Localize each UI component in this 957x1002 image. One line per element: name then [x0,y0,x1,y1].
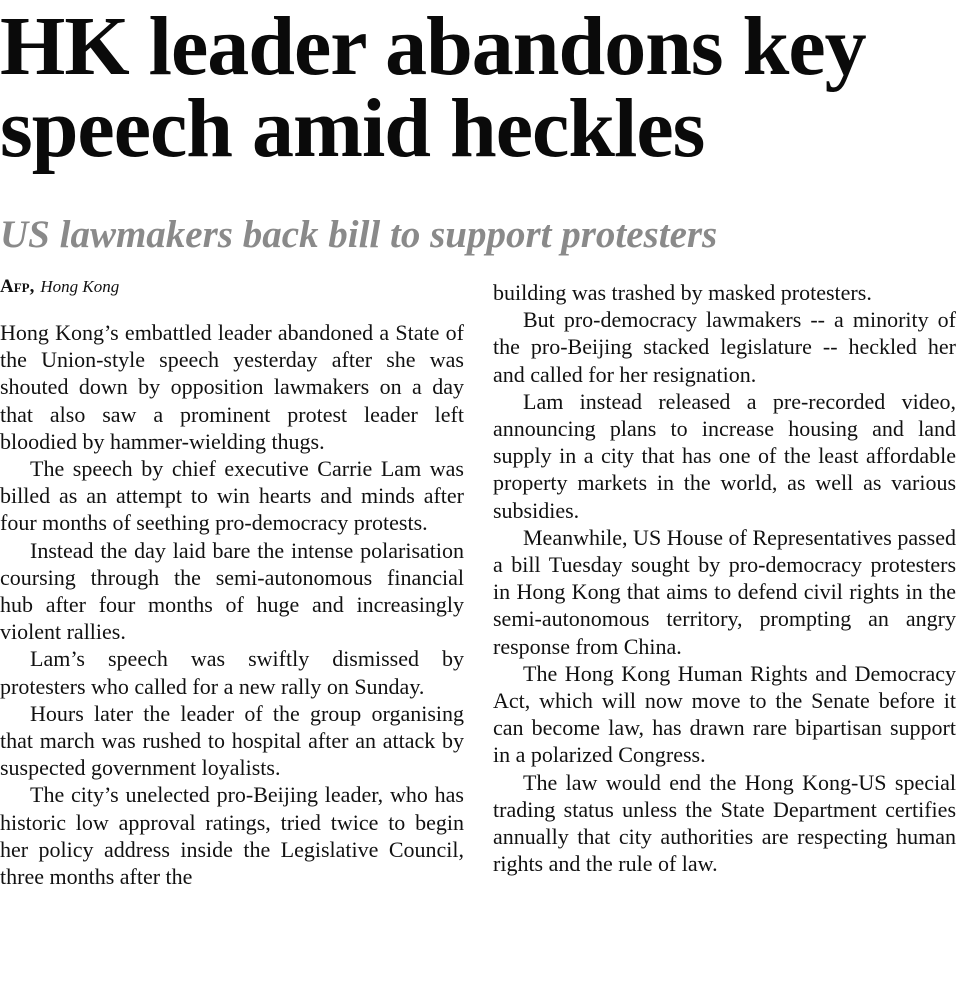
paragraph: Lam’s speech was swiftly dismissed by protesters who called for a new rally on Sunday. [0,646,464,699]
headline: HK leader abandons key speech amid heckles [0,0,866,175]
left-column [0,319,464,890]
paragraph: Lam instead released a pre-recorded video, announcing plans to increase housing and land supply in a city that has one of the least affordable property markets in the world, as well as various subsidies. [493,388,956,523]
paragraph: The Hong Kong Human Rights and Democracy Act, which will now move to the Senate before it can become law, has drawn rare bipartisan support in a polarized Congress. [493,660,956,768]
byline [0,274,119,299]
paragraph: Instead the day laid bare the intense polarisation coursing through the semi-autonomous financial hub after four months of huge and increasingly violent rallies. [0,537,464,645]
byline-location: Hong Kong [40,277,120,296]
byline-agency: Afp, [0,276,35,297]
subheadline: US lawmakers back bill to support protesters [0,213,718,256]
paragraph: Hours later the leader of the group organising that march was rushed to hospital after an attack by suspected government loyalists. [0,700,464,781]
paragraph: Meanwhile, US House of Representatives passed a bill Tuesday sought by pro-democracy protesters in Hong Kong that aims to defend civil rights in the semi-autonomous territory, prompting an angry response from China. [493,524,956,659]
right-column [493,279,956,877]
paragraph: Hong Kong’s embattled leader abandoned a State of the Union-style speech yesterday after she was shouted down by opposition lawmakers on a day that also saw a prominent protest leader left bloodied by hammer-wielding thugs. [0,320,464,454]
paragraph: The city’s unelected pro-Beijing leader, who has historic low approval ratings, tried twice to begin her policy address inside the Legislative Council, three months after the [0,782,464,890]
paragraph-continuation: building was trashed by masked protesters. [493,280,872,305]
paragraph: The speech by chief executive Carrie Lam was billed as an attempt to win hearts and minds after four months of seething pro-democracy protests. [0,456,464,536]
paragraph: The law would end the Hong Kong-US special trading status unless the State Department certifies annually that city authorities are respecting human rights and the rule of law. [493,769,956,877]
paragraph: But pro-democracy lawmakers -- a minority of the pro-Beijing stacked legislature -- heckled her and called for her resignation. [493,307,956,387]
